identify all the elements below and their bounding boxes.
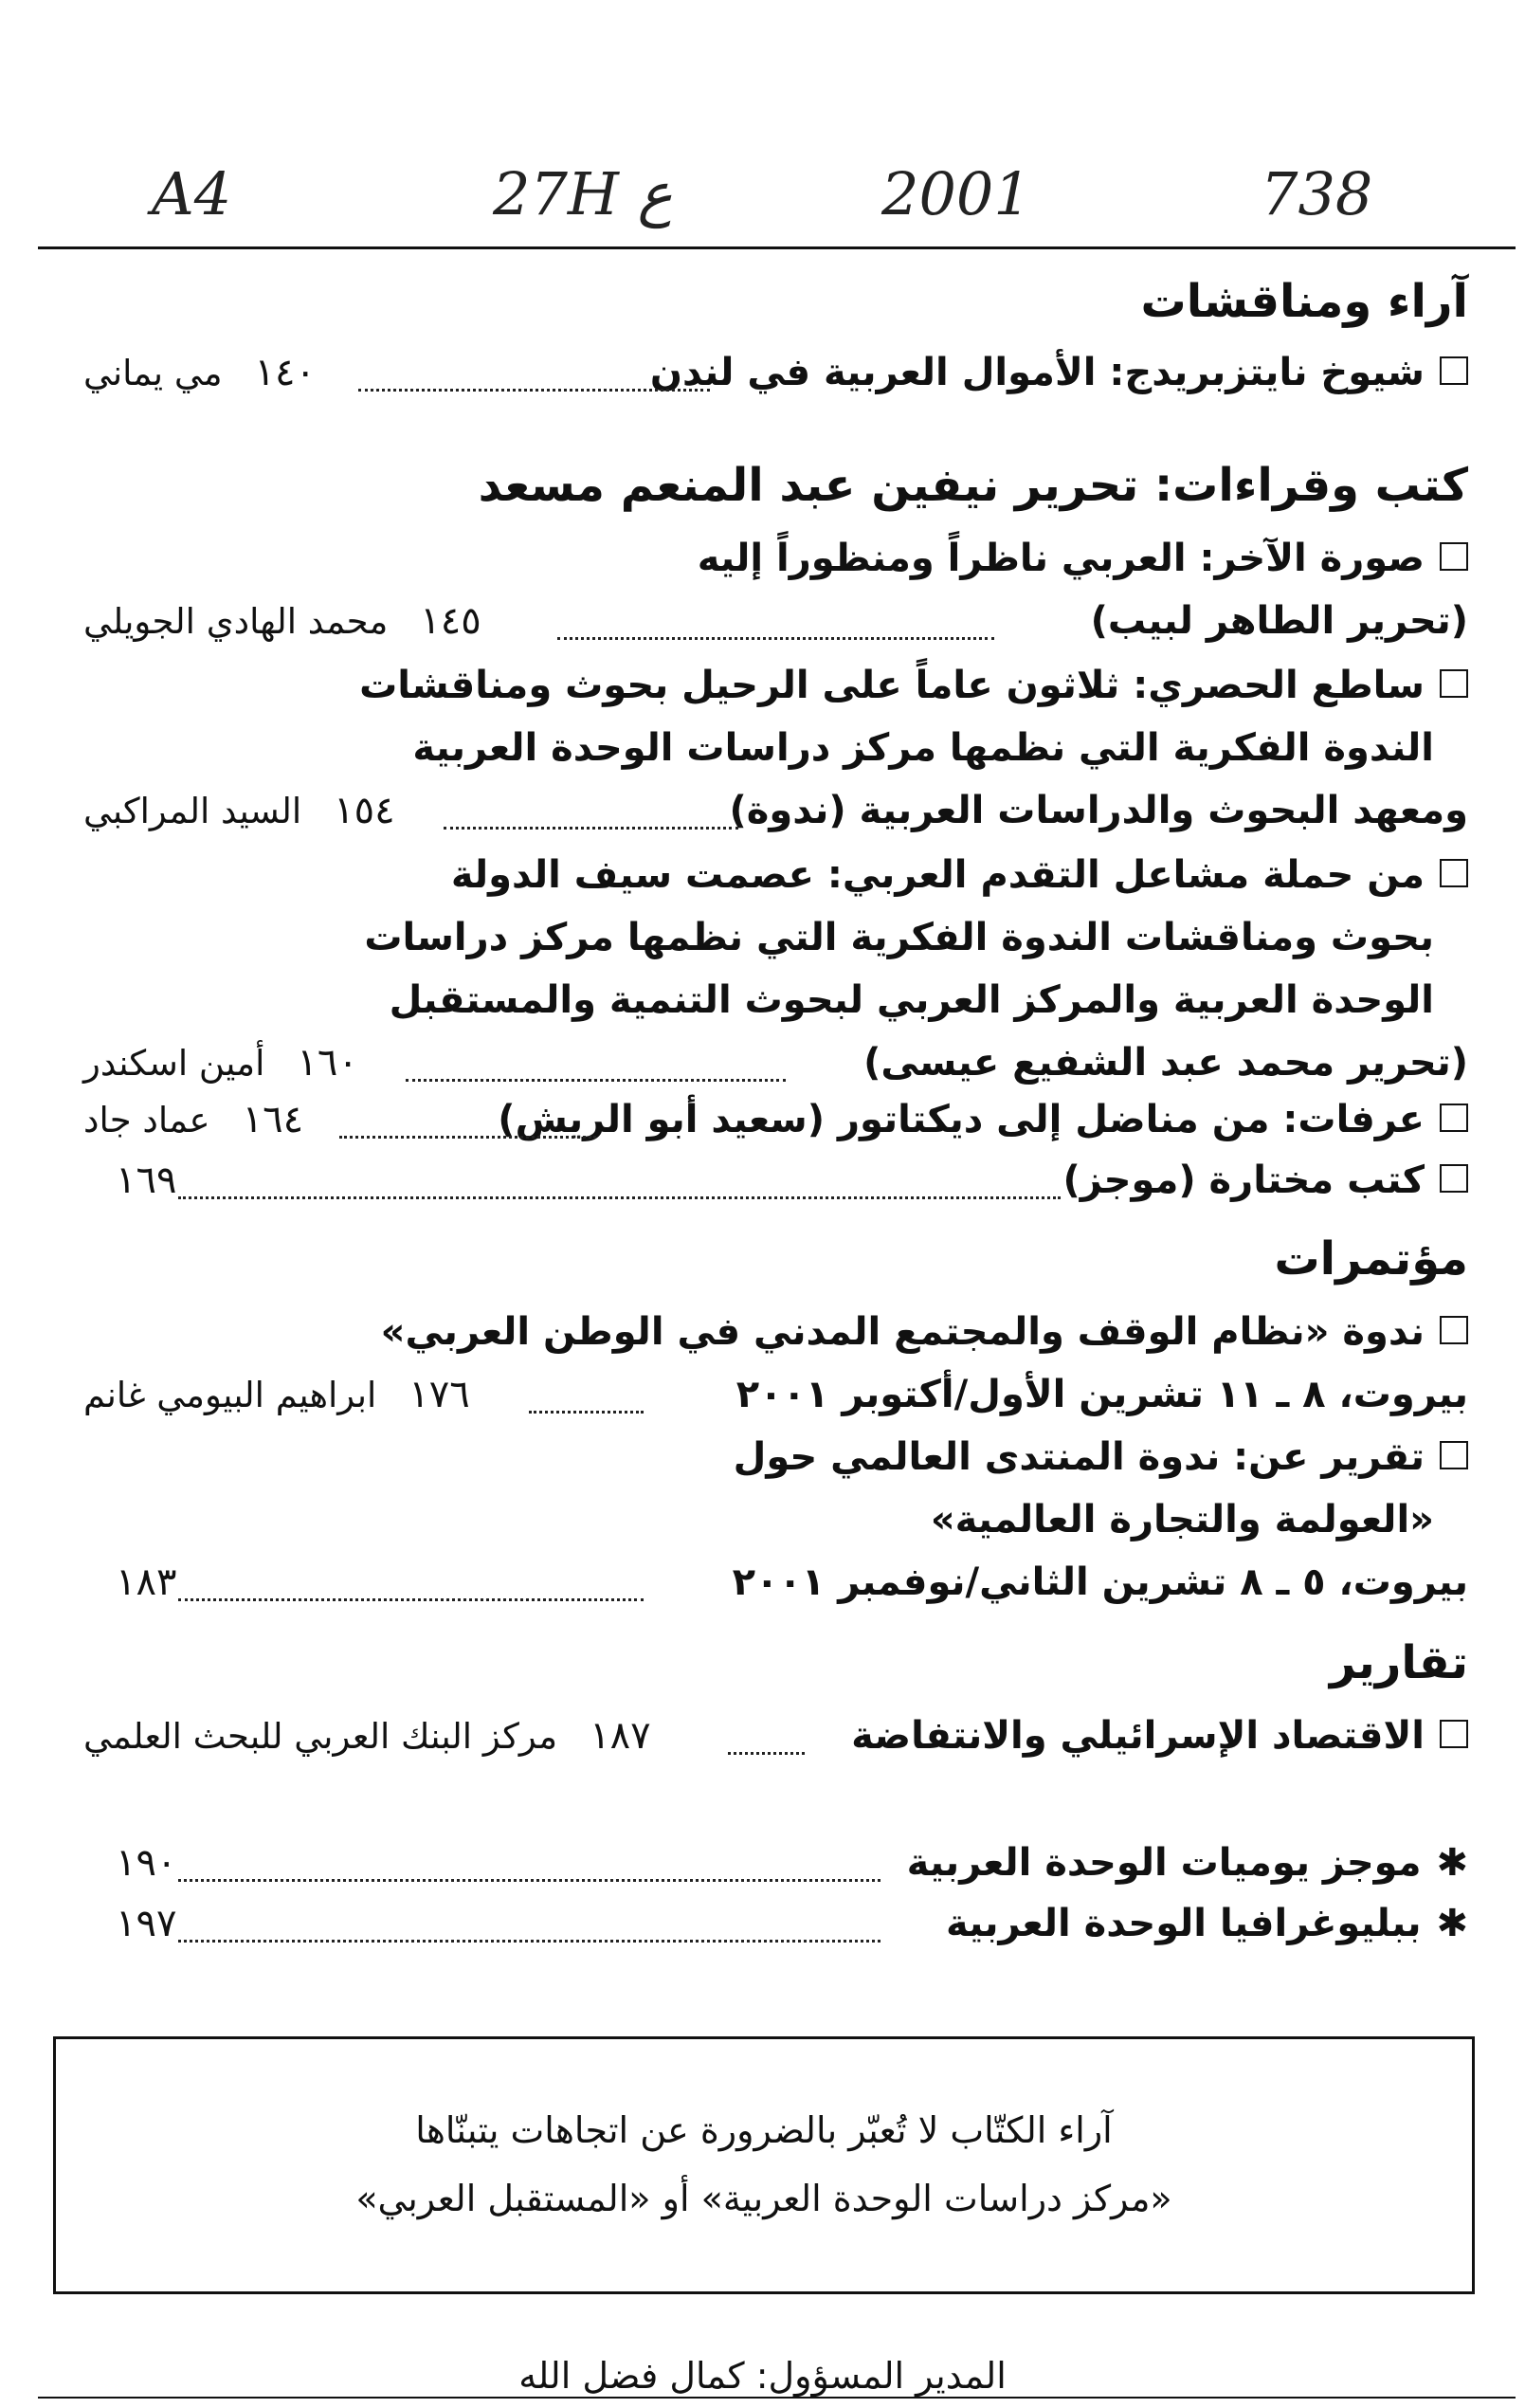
page-number: ١٨٧ [590,1714,651,1758]
entry-author: محمد الهادي الجويلي [83,601,389,642]
checkbox-icon [1440,356,1468,385]
handwritten-mark-2: 27H ع [493,159,673,228]
checkbox-icon [1440,1720,1468,1748]
checkbox-icon [1440,1104,1468,1132]
entry-title: (تحرير الطاهر لبيب) [1090,599,1468,643]
handwritten-mark-3: 2001 [881,159,1031,228]
handwritten-mark-1: A4 [152,159,232,228]
disclaimer-line-1: آراء الكتّاب لا تُعبّر بالضرورة عن اتجاهات يتبنّاها [415,2109,1113,2151]
section-heading-books: كتب وقراءات: تحرير نيفين عبد المنعم مسعد [478,459,1468,512]
page-number: ١٦٩ [116,1158,177,1202]
toc-entry-5 [83,1098,1468,1158]
header-rule [38,246,1516,249]
section-heading-opinions: آراء ومناقشات [1140,275,1468,328]
dot-leader [178,1196,1061,1199]
entry-4-line-1: من حملة مشاعل التقدم العربي: عصمت سيف الدولة [451,853,1468,897]
checkbox-icon [1440,542,1468,571]
asterisk-icon: ✱ [1436,1841,1468,1885]
entry-author: مي يماني [83,353,223,393]
page-number: ١٩٧ [116,1902,177,1945]
toc-entry-10 [83,1841,1468,1902]
page-number: ١٧٦ [408,1373,470,1416]
toc-entry-4 [83,1041,1468,1102]
checkbox-icon [1440,1164,1468,1193]
page-number: ١٦٠ [297,1041,358,1085]
toc-entry-9 [83,1714,1468,1775]
entry-title: كتب مختارة (موجز) [1063,1158,1468,1202]
dot-leader [358,389,710,392]
toc-entry-6 [83,1158,1468,1219]
entry-4-line-2: بحوث ومناقشات الندوة الفكرية التي نظمها مركز دراسات [364,916,1434,959]
entry-8-line-1: تقرير عن: ندوة المنتدى العالمي حول [734,1435,1468,1479]
asterisk-icon: ✱ [1436,1902,1468,1945]
toc-entry-7 [83,1373,1468,1433]
entry-author: مركز البنك العربي للبحث العلمي [83,1716,558,1757]
entry-title: بيروت، ٥ ـ ٨ تشرين الثاني/نوفمبر ٢٠٠١ [732,1560,1468,1604]
dot-leader [178,1598,644,1601]
page-number: ١٤٥ [420,599,481,643]
entry-3-line-1: ساطع الحصري: ثلاثون عاماً على الرحيل بحوث ومناقشات [359,664,1468,707]
entry-2-line-1: صورة الآخر: العربي ناظراً ومنظوراً إليه [698,537,1468,580]
page-number: ١٨٣ [116,1560,177,1604]
dot-leader [529,1411,644,1414]
toc-entry-1 [83,351,1468,411]
checkbox-icon [1440,859,1468,887]
section-heading-conferences: مؤتمرات [1274,1232,1468,1286]
entry-title: الاقتصاد الإسرائيلي والانتفاضة [851,1714,1468,1758]
footer-rule [38,2397,1516,2399]
dot-leader [557,637,994,640]
section-heading-reports: تقارير [1329,1636,1468,1689]
entry-author: السيد المراكبي [83,791,302,831]
dot-leader [178,1879,881,1882]
entry-title: (تحرير محمد عبد الشفيع عيسى) [863,1041,1468,1085]
toc-entry-8 [83,1560,1468,1621]
entry-title: ✱ببليوغرافيا الوحدة العربية [945,1902,1468,1945]
page-number: ١٤٠ [254,351,316,394]
handwritten-mark-4: 738 [1261,159,1373,228]
entry-title: بيروت، ٨ ـ ١١ تشرين الأول/أكتوبر ٢٠٠١ [735,1373,1468,1416]
entry-title: شيوخ نايتزبريدج: الأموال العربية في لندن [650,351,1468,394]
entry-title: عرفات: من مناضل إلى ديكتاتور (سعيد أبو الريش) [498,1098,1468,1141]
entry-7-line-1: ندوة «نظام الوقف والمجتمع المدني في الوطن العربي» [381,1310,1468,1354]
managing-director: المدير المسؤول: كمال فضل الله [518,2355,1007,2397]
checkbox-icon [1440,669,1468,698]
page-number: ١٦٤ [242,1098,304,1141]
dot-leader [406,1079,786,1082]
checkbox-icon [1440,1441,1468,1469]
page-number: ١٥٤ [334,789,395,832]
dot-leader [339,1136,596,1139]
toc-entry-11 [83,1902,1468,1962]
entry-title: ✱موجز يوميات الوحدة العربية [906,1841,1468,1885]
dot-leader [728,1752,805,1755]
entry-title: ومعهد البحوث والدراسات العربية (ندوة) [729,789,1468,832]
entry-author: عماد جاد [83,1100,210,1140]
entry-author: أمين اسكندر [83,1043,265,1084]
dot-leader [444,827,738,830]
toc-entry-3 [83,789,1468,849]
dot-leader [178,1940,881,1943]
toc-entry-2 [83,599,1468,660]
entry-8-line-2: «العولمة والتجارة العالمية» [930,1498,1434,1541]
checkbox-icon [1440,1316,1468,1344]
entry-4-line-3: الوحدة العربية والمركز العربي لبحوث التنمية والمستقبل [389,978,1434,1022]
entry-author: ابراهيم البيومي غانم [83,1375,377,1415]
entry-3-line-2: الندوة الفكرية التي نظمها مركز دراسات الوحدة العربية [412,726,1434,770]
page-number: ١٩٠ [116,1841,177,1885]
disclaimer-box [53,2036,1475,2294]
disclaimer-line-2: «مركز دراسات الوحدة العربية» أو «المستقبل العربي» [355,2178,1172,2219]
